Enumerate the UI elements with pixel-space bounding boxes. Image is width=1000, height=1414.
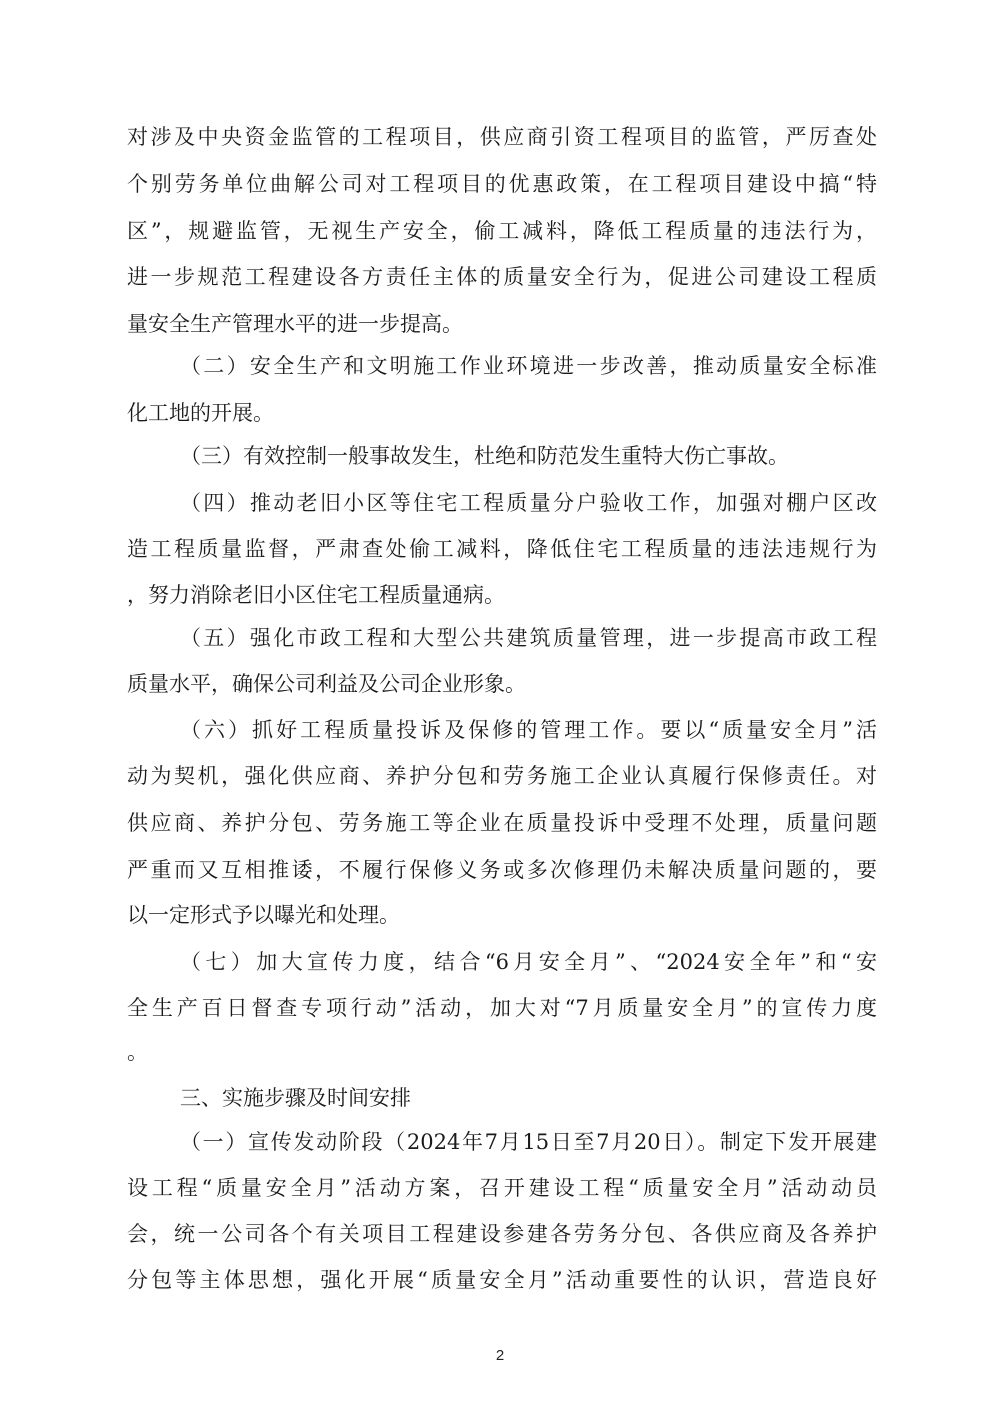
text-line: 全生产百日督查专项行动”活动，加大对“7月质量安全月”的宣传力度 xyxy=(127,996,877,1020)
text-line: 化工地的开展。 xyxy=(127,401,274,425)
text-line: 对涉及中央资金监管的工程项目，供应商引资工程项目的监管，严厉查处 xyxy=(127,125,877,149)
text-line: 区”，规避监管，无视生产安全，偷工减料，降低工程质量的违法行为， xyxy=(127,219,877,243)
text-line: （二）安全生产和文明施工作业环境进一步改善，推动质量安全标准 xyxy=(180,354,877,378)
text-line: 质量水平，确保公司利益及公司企业形象。 xyxy=(127,672,526,696)
text-line: 个别劳务单位曲解公司对工程项目的优惠政策，在工程项目建设中搞“特 xyxy=(127,172,877,196)
text-line: 严重而又互相推诿，不履行保修义务或多次修理仍未解决质量问题的，要 xyxy=(127,858,877,882)
text-line: 造工程质量监督，严肃查处偷工减料，降低住宅工程质量的违法违规行为 xyxy=(127,537,877,561)
text-line: （六）抓好工程质量投诉及保修的管理工作。要以“质量安全月”活 xyxy=(180,718,877,742)
text-line: 会，统一公司各个有关项目工程建设参建各劳务分包、各供应商及各养护 xyxy=(127,1222,877,1246)
text-line: 动为契机，强化供应商、养护分包和劳务施工企业认真履行保修责任。对 xyxy=(127,764,877,788)
text-line: 量安全生产管理水平的进一步提高。 xyxy=(127,312,463,336)
text-line: 进一步规范工程建设各方责任主体的质量安全行为，促进公司建设工程质 xyxy=(127,265,877,289)
text-line: 。 xyxy=(127,1040,148,1064)
text-line: 供应商、养护分包、劳务施工等企业在质量投诉中受理不处理，质量问题 xyxy=(127,811,877,835)
text-line: （七）加大宣传力度，结合“6月安全月”、“2024安全年”和“安 xyxy=(180,950,877,974)
text-line: ，努力消除老旧小区住宅工程质量通病。 xyxy=(127,583,505,607)
section-heading: 三、实施步骤及时间安排 xyxy=(180,1086,411,1110)
text-line: （三）有效控制一般事故发生，杜绝和防范发生重特大伤亡事故。 xyxy=(180,444,789,468)
text-line: （一）宣传发动阶段（2024年7月15日至7月20日）。制定下发开展建 xyxy=(180,1130,877,1154)
text-line: （四）推动老旧小区等住宅工程质量分户验收工作，加强对棚户区改 xyxy=(180,491,877,515)
text-line: 以一定形式予以曝光和处理。 xyxy=(127,903,400,927)
text-line: （五）强化市政工程和大型公共建筑质量管理，进一步提高市政工程 xyxy=(180,626,877,650)
text-line: 分包等主体思想，强化开展“质量安全月”活动重要性的认识，营造良好 xyxy=(127,1268,877,1292)
text-line: 设工程“质量安全月”活动方案，召开建设工程“质量安全月”活动动员 xyxy=(127,1176,877,1200)
page-number: 2 xyxy=(495,1347,505,1364)
